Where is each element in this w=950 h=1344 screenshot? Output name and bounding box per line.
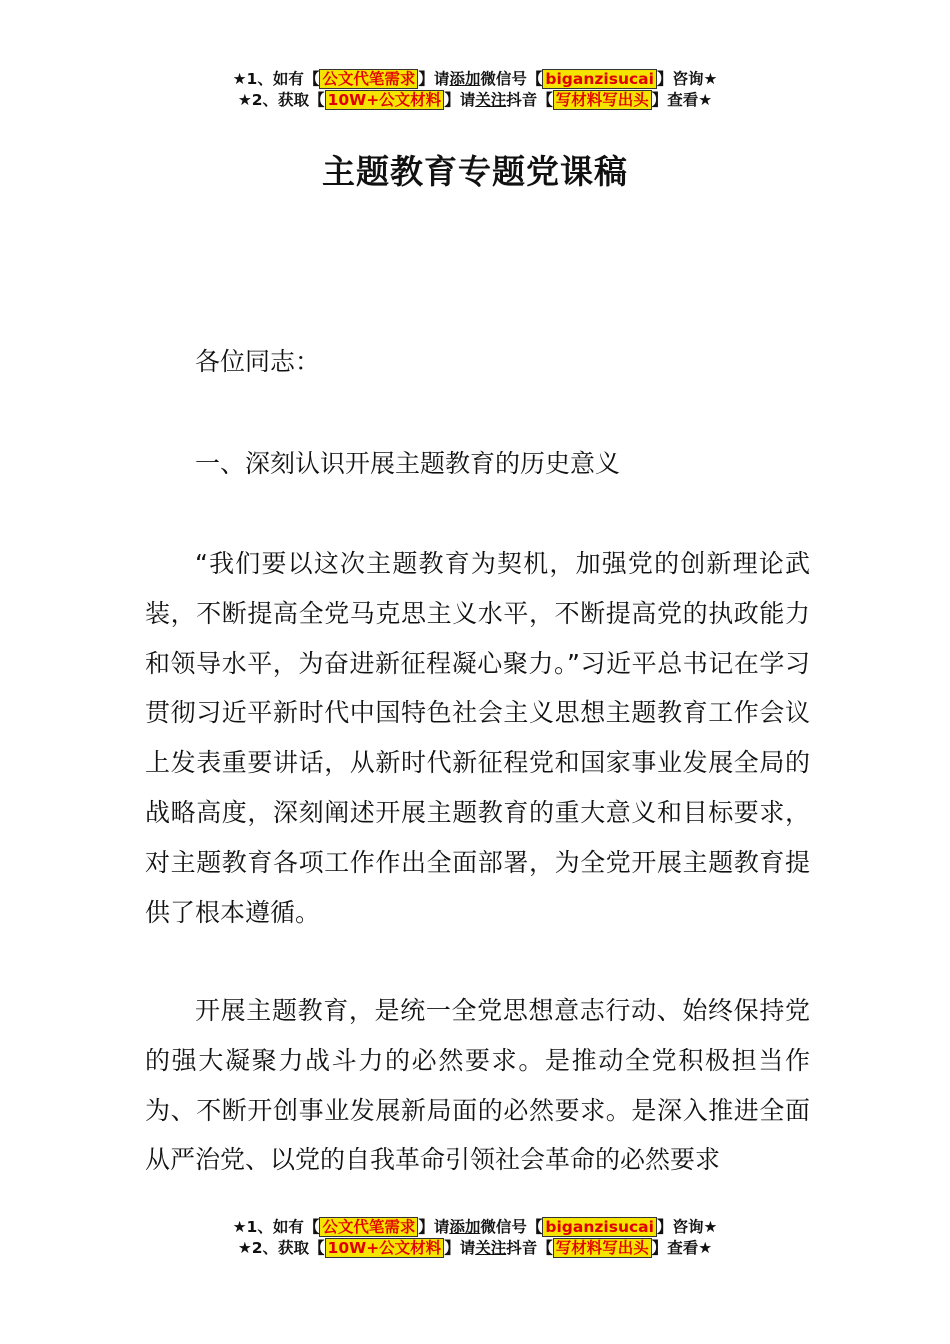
banner-line-2: ★2、获取【 10W+公文材料 】请关注抖音【 写材料写出头 】查看★ — [237, 91, 713, 109]
banner-line-2: ★2、获取【 10W+公文材料 】请关注抖音【 写材料写出头 】查看★ — [237, 1239, 713, 1257]
body-paragraph: 开展主题教育，是统一全党思想意志行动、始终保持党的强大凝聚力战斗力的必然要求。是推动全党积极担当作为、不断开创事业发展新局面的必然要求。是深入推进全面从严治党、以党的自我革命引领社会革命的必然要求 — [145, 996, 810, 1175]
highlight-wechat-id: biganzisucai — [542, 69, 657, 89]
highlight-douyin-id: 写材料写出头 — [553, 1238, 652, 1258]
highlight-materials: 10W+公文材料 — [325, 90, 445, 110]
header-banner — [0, 69, 950, 111]
document-title: 主题教育专题党课稿 — [322, 152, 628, 191]
highlight-douyin-id: 写材料写出头 — [553, 90, 652, 110]
highlight-wechat-id: biganzisucai — [542, 1217, 657, 1237]
highlight-materials: 10W+公文材料 — [325, 1238, 445, 1258]
section-heading: 一、深刻认识开展主题教育的历史意义 — [195, 449, 621, 478]
highlight-service: 公文代笔需求 — [319, 1217, 418, 1237]
highlight-service: 公文代笔需求 — [319, 69, 418, 89]
banner-line-1: ★1、如有【 公文代笔需求 】请添加微信号【 biganzisucai 】咨询★ — [232, 1218, 718, 1236]
salutation: 各位同志： — [195, 347, 321, 376]
body-paragraph: “我们要以这次主题教育为契机，加强党的创新理论武装，不断提高全党马克思主义水平，不断提高党的执政能力和领导水平，为奋进新征程凝心聚力。”习近平总书记在学习贯彻习近平新时代中国特色社会主义思想主题教育工作会议上发表重要讲话，从新时代新征程党和国家事业发展全局的战略高度，深刻阐述开展主题教育的重大意义和目标要求，对主题教育各项工作作出全面部署，为全党开展主题教育提供了根本遵循。 — [145, 549, 810, 927]
banner-line-1: ★1、如有【 公文代笔需求 】请添加微信号【 biganzisucai 】咨询★ — [232, 70, 718, 88]
footer-banner — [0, 1217, 950, 1259]
